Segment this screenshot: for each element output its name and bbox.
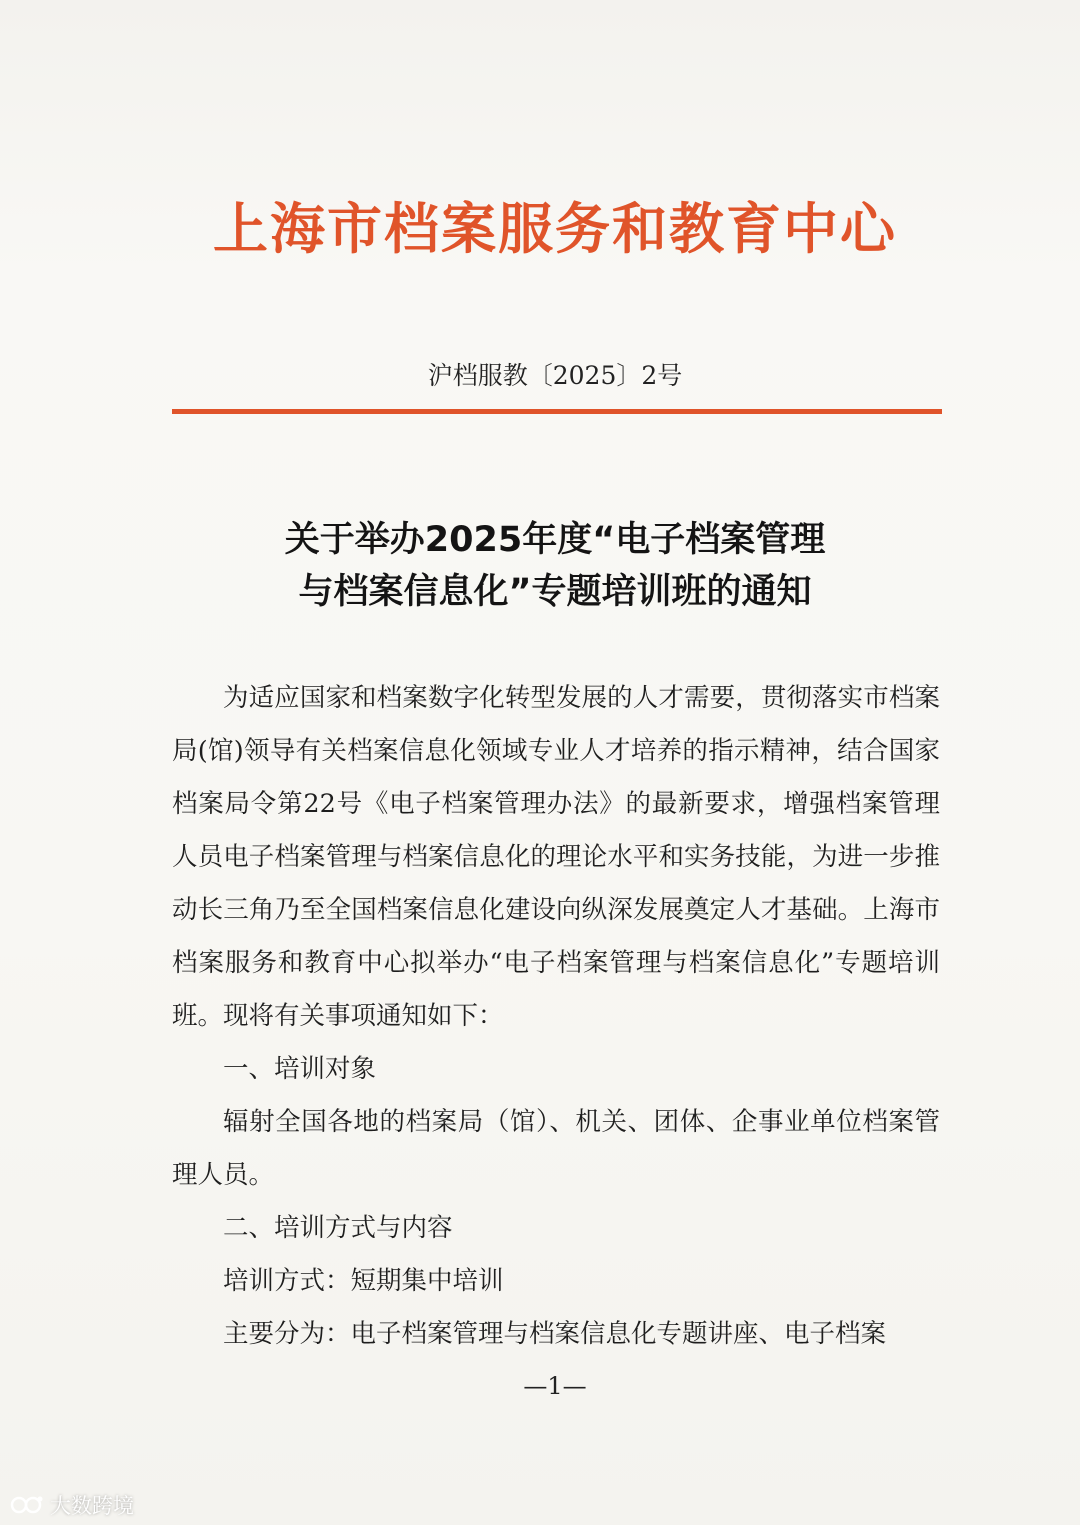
document-number: 沪档服教〔2025〕2号: [427, 361, 683, 390]
body-paragraph-training-target: 辐射全国各地的档案局（馆）、机关、团体、企事业单位档案管理人员。: [172, 1107, 940, 1190]
org-title: 上海市档案服务和教育中心: [212, 197, 897, 261]
watermark: [10, 1490, 134, 1520]
section-heading-training-method: 二、培训方式与内容: [223, 1213, 453, 1243]
notice-title-line-1: 关于举办2025年度“电子档案管理: [284, 520, 826, 560]
watermark-logo-icon: [10, 1492, 44, 1518]
body-paragraph-intro: 为适应国家和档案数字化转型发展的人才需要，贯彻落实市档案局(馆)领导有关档案信息化领域专业人才培养的指示精神，结合国家档案局令第22号《电子档案管理办法》的最新要求，增强档案管理人员电子档案管理与档案信息化的理论水平和实务技能，为进一步推动长三角乃至全国档案信息化建设向纵深发展奠定人才基础。上海市档案服务和教育中心拟举办“电子档案管理与档案信息化”专题培训班。现将有关事项通知如下：: [172, 683, 940, 1031]
notice-title: [150, 514, 960, 618]
notice-title-line-2: 与档案信息化”专题培训班的通知: [298, 572, 812, 612]
page-number: —1—: [523, 1372, 587, 1400]
body-paragraph-training-method: 培训方式：短期集中培训: [223, 1266, 504, 1296]
notice-body: [172, 672, 940, 1361]
section-heading-training-target: 一、培训对象: [223, 1054, 377, 1084]
body-paragraph-main-content: 主要分为：电子档案管理与档案信息化专题讲座、电子档案: [223, 1319, 887, 1349]
watermark-text: 大数跨境: [50, 1494, 134, 1518]
red-divider-line: [172, 409, 942, 414]
